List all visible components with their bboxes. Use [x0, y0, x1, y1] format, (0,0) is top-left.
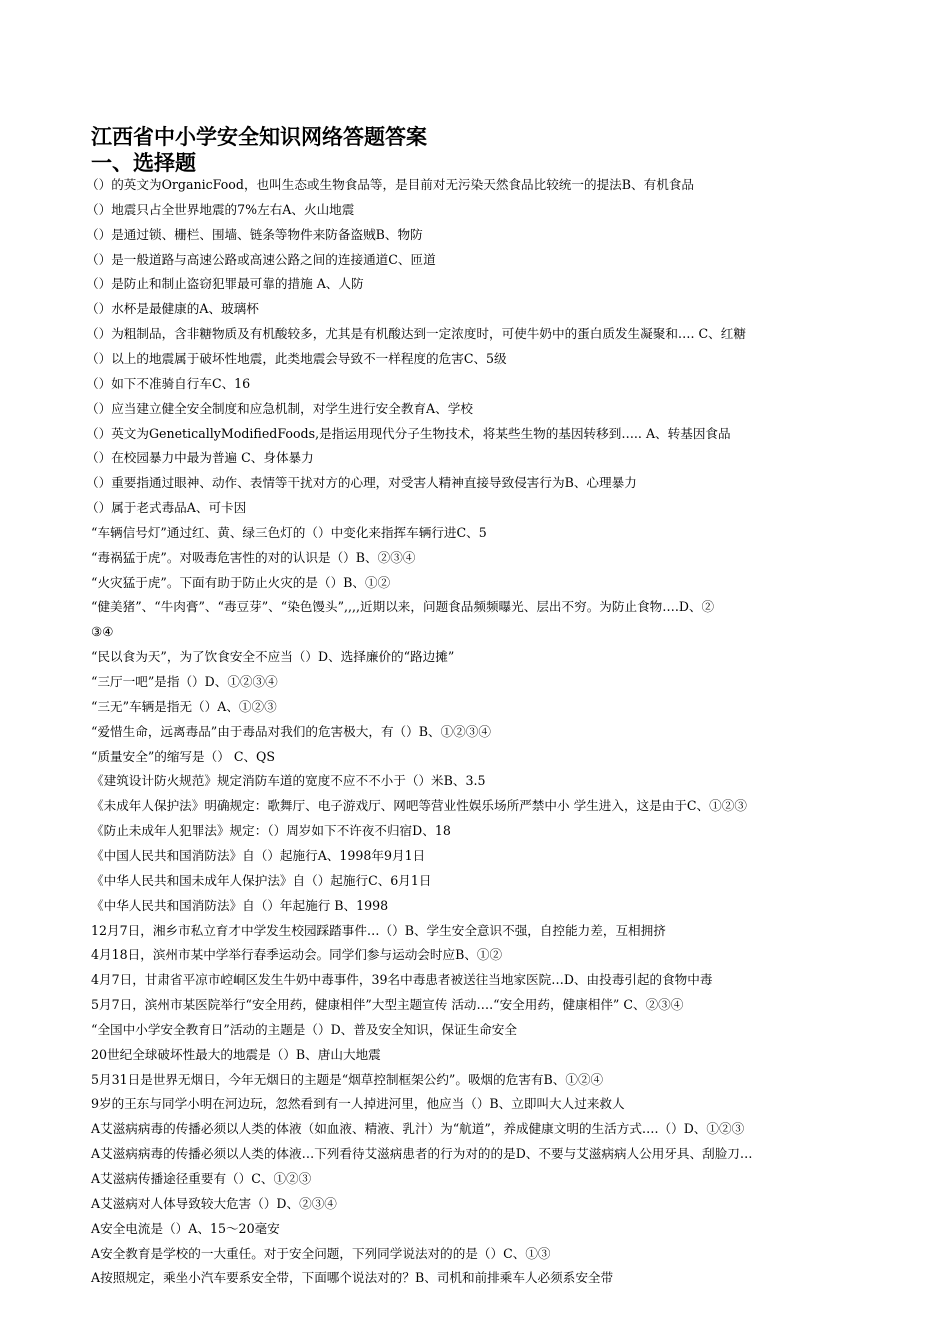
- question-answer-line: “爱惜生命，远离毒品”由于毒品对我们的危害极大，有（）B、①②③④: [91, 724, 491, 739]
- section-heading: 一、选择题: [91, 150, 196, 175]
- question-answer-line: （）是通过锁、栅栏、围墙、链条等物件来防备盗贼B、物防: [86, 227, 423, 242]
- question-answer-line: （）以上的地震属于破坏性地震，此类地震会导致不一样程度的危害C、5级: [86, 351, 507, 366]
- question-answer-line: （）的英文为OrganicFood，也叫生态或生物食品等，是目前对无污染天然食品比较统一的提法B、有机食品: [86, 177, 694, 192]
- question-answer-line: （）在校园暴力中最为普遍 C、身体暴力: [86, 450, 314, 465]
- question-answer-line: “火灾猛于虎”。下面有助于防止火灾的是（）B、①②: [91, 575, 391, 590]
- question-answer-line: （）重要指通过眼神、动作、表情等干扰对方的心理，对受害人精神直接导致侵害行为B、心理暴力: [86, 475, 637, 490]
- question-answer-line: “车辆信号灯”通过红、黄、绿三色灯的（）中变化来指挥车辆行进C、5: [91, 525, 487, 540]
- question-answer-line: A艾滋病病毒的传播必须以人类的体液（如血液、精液、乳汁）为“航道”，养成健康文明的生活方式….（）D、①②③: [91, 1121, 745, 1136]
- question-answer-line: ③④: [91, 624, 114, 639]
- question-answer-line: （）水杯是最健康的A、玻璃杯: [86, 301, 259, 316]
- question-answer-line: A安全教育是学校的一大重任。对于安全问题，下列同学说法对的的是（）C、①③: [91, 1246, 551, 1261]
- question-answer-line: （）是防止和制止盗窃犯罪最可靠的措施 A、人防: [86, 276, 364, 291]
- question-answer-line: （）应当建立健全安全制度和应急机制，对学生进行安全教育A、学校: [86, 401, 473, 416]
- question-answer-line: 9岁的王东与同学小明在河边玩，忽然看到有一人掉进河里，他应当（）B、立即叫大人过来救人: [91, 1096, 625, 1111]
- question-answer-line: 20世纪全球破坏性最大的地震是（）B、唐山大地震: [91, 1047, 381, 1062]
- question-answer-line: 《中国人民共和国消防法》自（）起施行A、1998年9月1日: [91, 848, 426, 863]
- question-answer-line: 《防止未成年人犯罪法》规定：（）周岁如下不许夜不归宿D、18: [91, 823, 451, 838]
- question-answer-line: “质量安全”的缩写是（） C、QS: [91, 749, 275, 764]
- question-answer-line: （）是一般道路与高速公路或高速公路之间的连接通道C、匝道: [86, 252, 436, 267]
- question-answer-line: 4月7日，甘肃省平凉市崆峒区发生牛奶中毒事件，39名中毒患者被送往当地家医院…D、由投毒引起的食物中毒: [91, 972, 713, 987]
- question-answer-line: “毒祸猛于虎”。对吸毒危害性的对的认识是（）B、②③④: [91, 550, 416, 565]
- question-answer-line: 《未成年人保护法》明确规定：歌舞厅、电子游戏厅、网吧等营业性娱乐场所严禁中小 学生进入，这是由于C、①②③: [91, 798, 747, 813]
- question-answer-line: （）如下不准骑自行车C、16: [86, 376, 251, 391]
- question-answer-line: 4月18日，滨州市某中学举行春季运动会。同学们参与运动会时应B、①②: [91, 947, 503, 962]
- question-answer-line: 《中华人民共和国未成年人保护法》自（）起施行C、6月1日: [91, 873, 432, 888]
- question-answer-line: 5月7日，滨州市某医院举行“安全用药，健康相伴”大型主题宣传 活动….“安全用药，健康相伴” C、②③④: [91, 997, 684, 1012]
- document-title: 江西省中小学安全知识网络答题答案: [91, 124, 427, 149]
- question-answer-line: “全国中小学安全教育日”活动的主题是（）D、普及安全知识，保证生命安全: [91, 1022, 517, 1037]
- question-answer-line: 《建筑设计防火规范》规定消防车道的宽度不应不不小于（）米B、3.5: [91, 773, 486, 788]
- question-answer-line: （）英文为GeneticallyModifiedFoods,是指运用现代分子生物技术，将某些生物的基因转移到….. A、转基因食品: [86, 426, 731, 441]
- question-answer-line: “三无”车辆是指无（）A、①②③: [91, 699, 277, 714]
- question-answer-line: 《中华人民共和国消防法》自（）年起施行 B、1998: [91, 898, 389, 913]
- question-answer-line: “三厅一吧”是指（）D、①②③④: [91, 674, 278, 689]
- question-answer-line: “健美猪”、“牛肉膏”、“毒豆芽”、“染色馒头”,,,,近期以来，问题食品频频曝光、层出不穷。为防止食物….D、②: [91, 599, 715, 614]
- question-answer-line: 12月7日，湘乡市私立育才中学发生校园踩踏事件…（）B、学生安全意识不强，自控能力差，互相拥挤: [91, 923, 666, 938]
- question-answer-line: A艾滋病病毒的传播必须以人类的体液…下列看待艾滋病患者的行为对的的是D、不要与艾滋病病人公用牙具、刮脸刀…: [91, 1146, 753, 1161]
- question-answer-line: “民以食为天”，为了饮食安全不应当（）D、选择廉价的“路边摊”: [91, 649, 455, 664]
- question-answer-line: （）为粗制品，含非糖物质及有机酸较多，尤其是有机酸达到一定浓度时，可使牛奶中的蛋白质发生凝聚和…. C、红糖: [86, 326, 746, 341]
- question-answer-line: A艾滋病对人体导致较大危害（）D、②③④: [91, 1196, 337, 1211]
- question-answer-line: （）地震只占全世界地震的7%左右A、火山地震: [86, 202, 355, 217]
- question-answer-line: 5月31日是世界无烟日，今年无烟日的主题是“烟草控制框架公约”。吸烟的危害有B、①②④: [91, 1072, 604, 1087]
- question-answer-line: A艾滋病传播途径重要有（）C、①②③: [91, 1171, 312, 1186]
- question-answer-line: A安全电流是（）A、15～20毫安: [91, 1221, 280, 1236]
- question-answer-line: （）属于老式毒品A、可卡因: [86, 500, 247, 515]
- question-answer-line: A按照规定，乘坐小汽车要系安全带，下面哪个说法对的？B、司机和前排乘车人必须系安全带: [91, 1270, 614, 1285]
